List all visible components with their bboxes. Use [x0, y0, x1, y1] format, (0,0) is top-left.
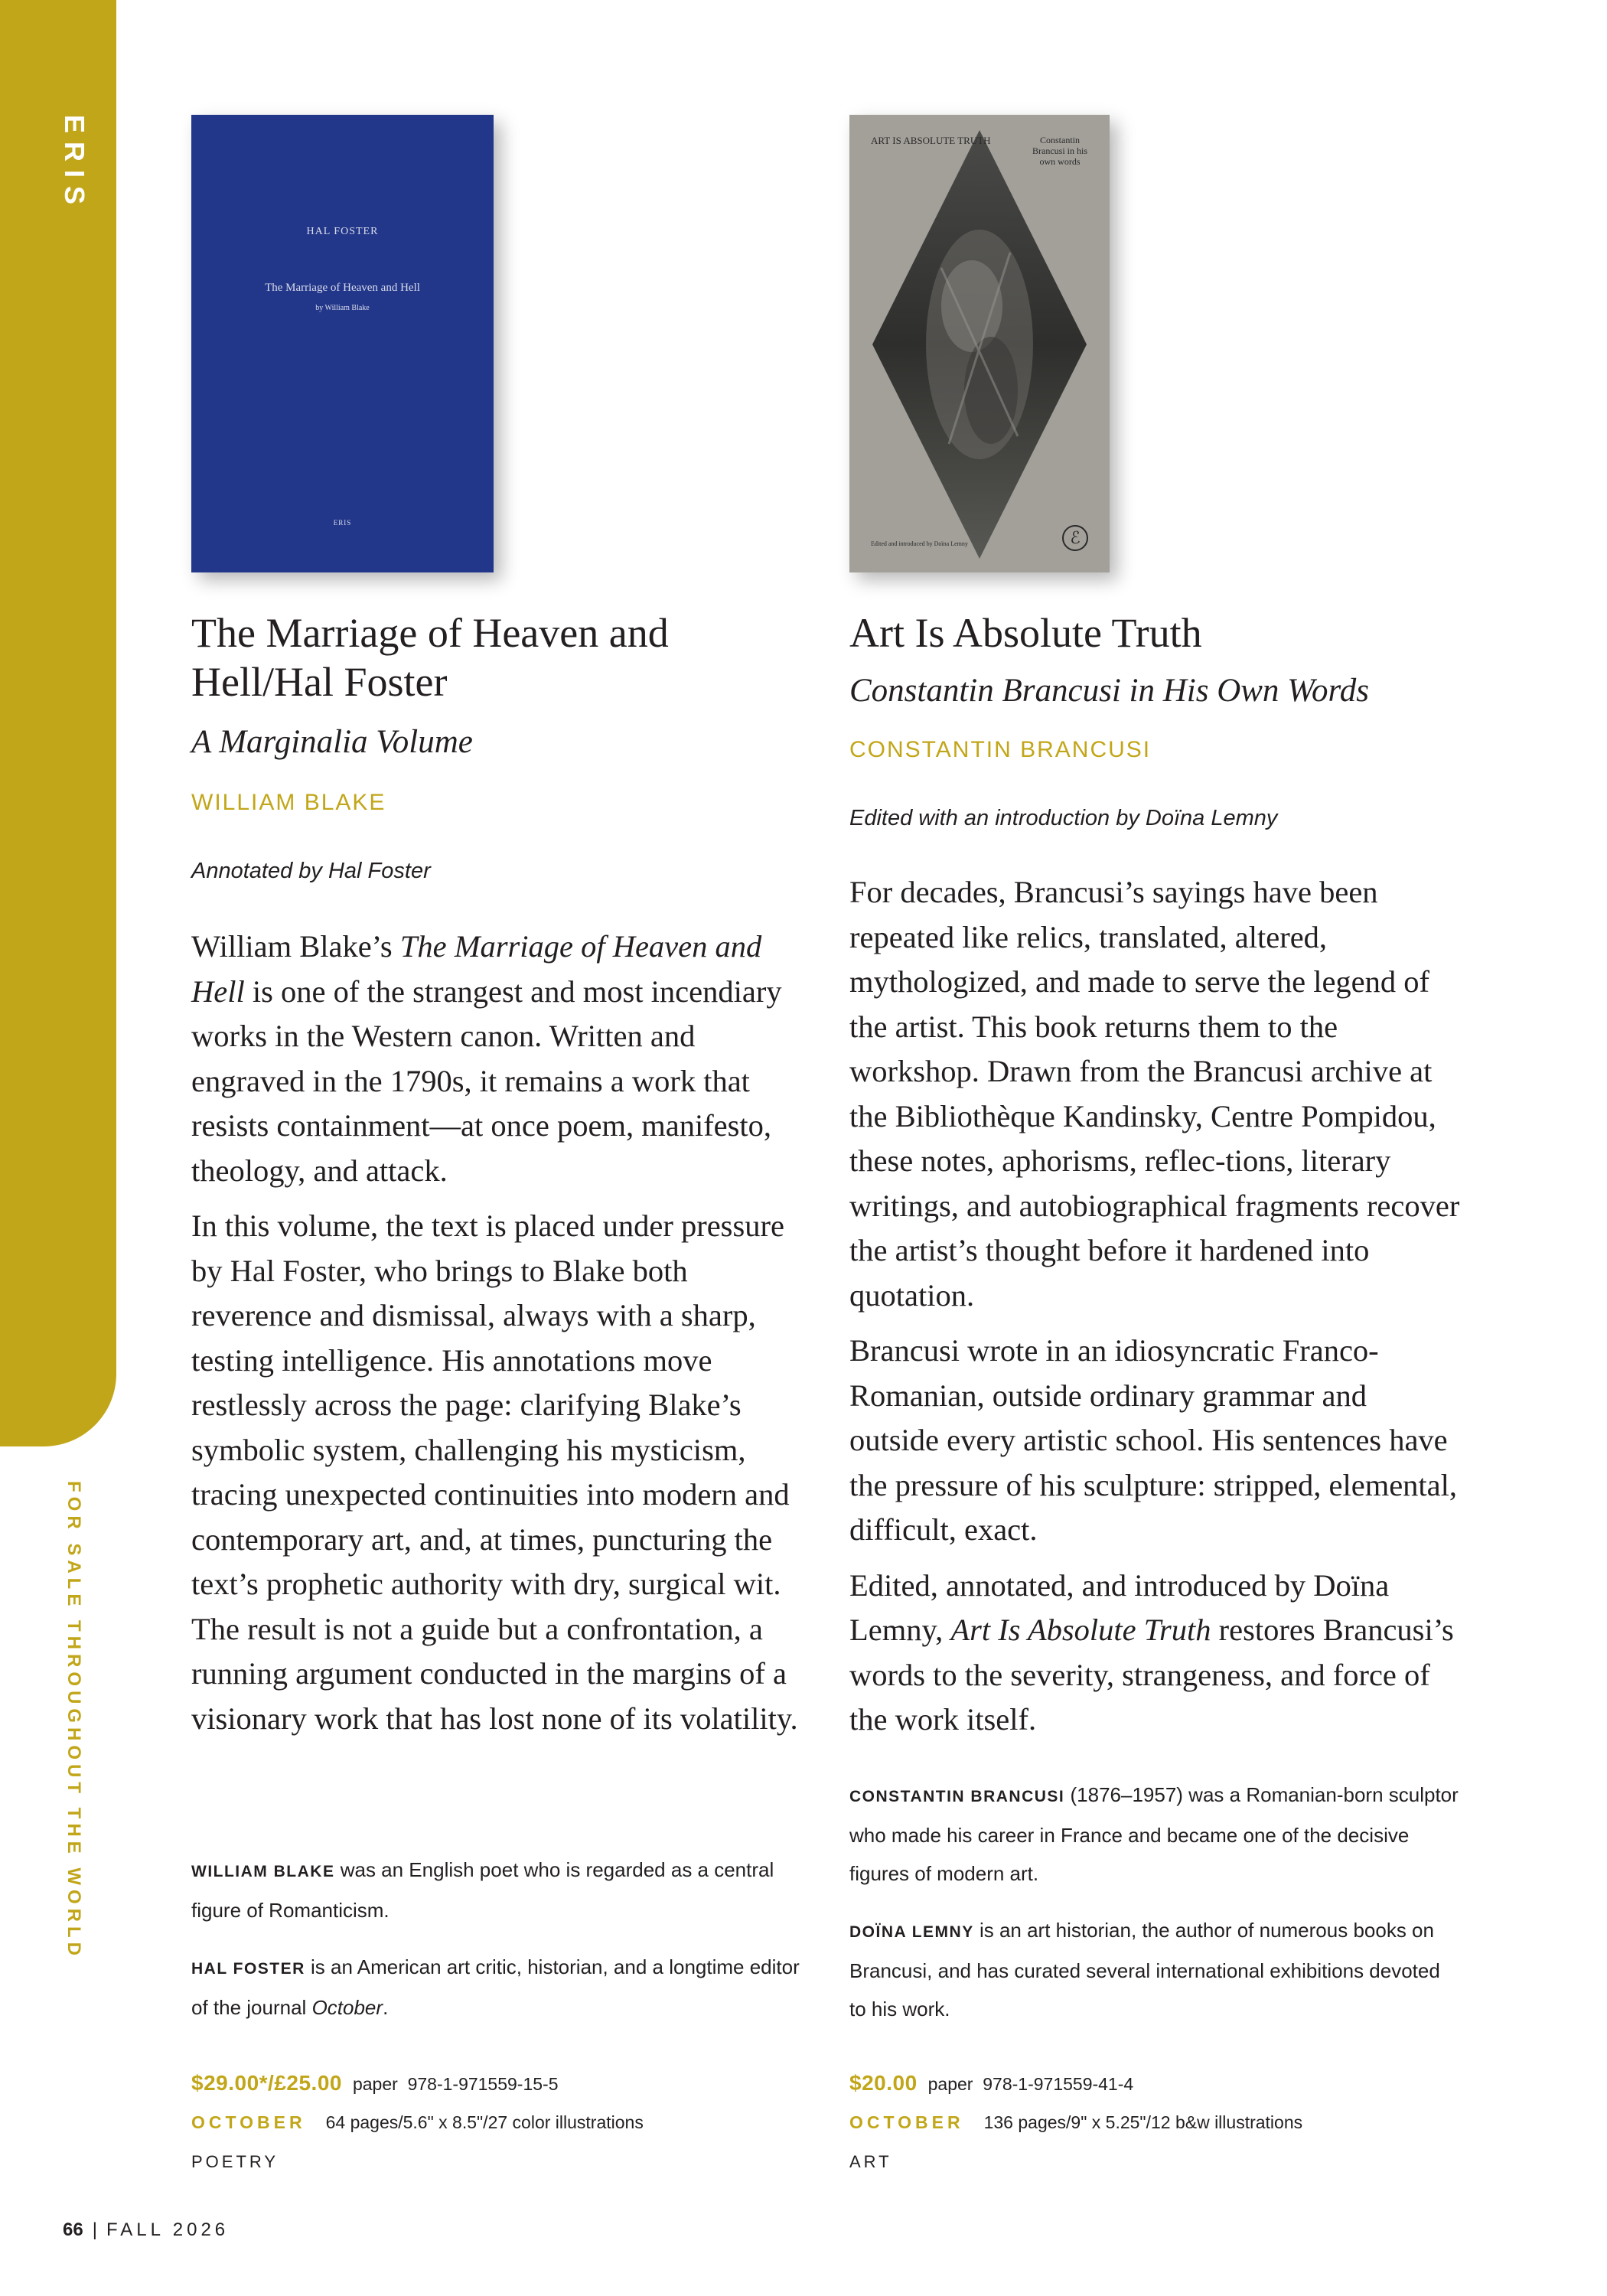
category: ART — [849, 2152, 892, 2171]
bio-text: . — [383, 1996, 389, 2019]
book-title-line: Hell/Hal Foster — [191, 659, 448, 705]
book-cover — [191, 115, 494, 572]
book-cover — [849, 115, 1110, 572]
bio-text: (1876–1957) was a Romanian-born sculptor who made his career in France and became one of the decisive figures of modern art. — [849, 1783, 1459, 1885]
format: paper — [352, 2074, 398, 2094]
cover-imprint: ERIS — [333, 519, 352, 527]
book-description — [849, 870, 1462, 1753]
book-credit: Edited with an introduction by Doïna Lemny — [849, 806, 1278, 830]
description-paragraph — [849, 1564, 1462, 1743]
sidebar-band — [0, 0, 116, 1446]
bio-text: is an art historian, the author of numerous books on Brancusi, and has curated several international exhibitions devoted to his work. — [849, 1919, 1440, 2020]
bio-name: DOÏNA LEMNY — [849, 1923, 974, 1941]
publisher-name: ERIS — [59, 115, 90, 214]
cover-editor: Edited and introduced by Doïna Lemny — [871, 540, 968, 547]
description-paragraph — [191, 925, 804, 1193]
cover-subtitle: by William Blake — [315, 304, 370, 312]
price: $20.00 — [849, 2071, 918, 2095]
contributor-bios — [849, 1776, 1462, 2047]
book-author: WILLIAM BLAKE — [191, 790, 386, 815]
specs: 136 pages/9" x 5.25"/12 b&w illustrations — [983, 2112, 1303, 2132]
book-subtitle: A Marginalia Volume — [191, 724, 473, 760]
bio-paragraph — [191, 1851, 804, 1929]
bio-paragraph — [849, 1776, 1462, 1893]
bio-italic: October — [311, 1996, 383, 2019]
cover-diamond-art — [849, 115, 1110, 572]
book-title: Art Is Absolute Truth — [849, 610, 1202, 656]
bio-paragraph — [191, 1948, 804, 2027]
bio-text: is an American art critic, historian, and a longtime editor of the journal — [191, 1955, 800, 2019]
price: $29.00*/£25.00 — [191, 2071, 342, 2095]
pub-month: OCTOBER — [191, 2112, 306, 2132]
bio-name: HAL FOSTER — [191, 1960, 305, 1978]
price-line — [191, 2071, 559, 2095]
publisher-logo-icon: ℰ — [1062, 525, 1088, 551]
text-run: William Blake’s — [191, 929, 400, 964]
description-paragraph: For decades, Brancusi’s sayings have been repeated like relics, translated, altered, mythologized, and made to serve the legend of the artist. This book returns them to the workshop. Drawn from the Brancusi archive at the Bibliothèque Kandinsky, Centre Pompidou, these notes, aphorisms, reflec-tions, literary writings, and autobiographical fragments recover the artist’s thought before it hardened into quotation. — [849, 875, 1460, 1313]
bio-name: CONSTANTIN BRANCUSI — [849, 1788, 1065, 1805]
cover-author: HAL FOSTER — [306, 226, 379, 237]
description-paragraph: Brancusi wrote in an idiosyncratic Franco-Romanian, outside ordinary grammar and outside every artistic school. His sentences have the pressure of his sculpture: stripped, elemental, difficult, exact. — [849, 1333, 1458, 1547]
bio-text: was an English poet who is regarded as a central figure of Romanticism. — [191, 1858, 774, 1922]
book-description — [191, 925, 804, 1752]
description-paragraph: In this volume, the text is placed under pressure by Hal Foster, who brings to Blake both reverence and dismissal, always with a sharp, testing intelligence. His annotations move restlessly across the page: clarifying Blake’s symbolic system, challenging his mysticism, tracing unexpected continuities into modern and contemporary art, and, at times, puncturing the text’s prophetic authority with dry, surgical wit. The result is not a guide but a confrontation, a running argument conducted in the margins of a visionary work that has lost none of its volatility. — [191, 1208, 798, 1736]
book-author: CONSTANTIN BRANCUSI — [849, 737, 1152, 762]
page-number: 66 — [63, 2219, 83, 2240]
text-run: restores Brancusi’s words to the severity, strangeness, and force of the work itself. — [849, 1613, 1454, 1737]
bio-name: WILLIAM BLAKE — [191, 1863, 335, 1880]
price-line — [849, 2071, 1133, 2095]
isbn: 978-1-971559-41-4 — [983, 2074, 1134, 2094]
format: paper — [927, 2074, 973, 2094]
cover-subtitle: Constantin Brancusi in his own words — [1032, 135, 1087, 167]
book-title — [191, 608, 669, 706]
isbn: 978-1-971559-15-5 — [407, 2074, 559, 2094]
text-run: is one of the strangest and most incendiary works in the Western canon. Written and engraved in the 1790s, it remains a work that resists containment—at once poem, manifesto, theology, and attack. — [191, 974, 782, 1188]
footer-separator: | — [92, 2219, 97, 2240]
specs: 64 pages/5.6" x 8.5"/27 color illustrations — [325, 2112, 644, 2132]
book-subtitle: Constantin Brancusi in His Own Words — [849, 673, 1369, 709]
page-footer — [63, 2219, 229, 2241]
catalog-season: FALL 2026 — [106, 2219, 230, 2240]
book-title-line: The Marriage of Heaven and — [191, 610, 669, 656]
bio-paragraph — [849, 1911, 1462, 2028]
inline-title: The Marriage of Heaven and Hell — [191, 929, 762, 1009]
text-run: Edited, annotated, and introduced by Doïna Lemny, — [849, 1567, 1390, 1647]
spec-line — [849, 2112, 1302, 2133]
pub-month: OCTOBER — [849, 2112, 964, 2132]
spec-line — [191, 2112, 644, 2133]
contributor-bios — [191, 1851, 804, 2045]
sale-territory-note: FOR SALE THROUGHOUT THE WORLD — [64, 1481, 84, 1960]
book-credit: Annotated by Hal Foster — [191, 859, 431, 883]
cover-title: The Marriage of Heaven and Hell — [265, 282, 420, 294]
cover-title: ART IS ABSOLUTE TRUTH — [871, 135, 991, 146]
inline-title: Art Is Absolute Truth — [950, 1613, 1211, 1647]
category: POETRY — [191, 2152, 279, 2171]
